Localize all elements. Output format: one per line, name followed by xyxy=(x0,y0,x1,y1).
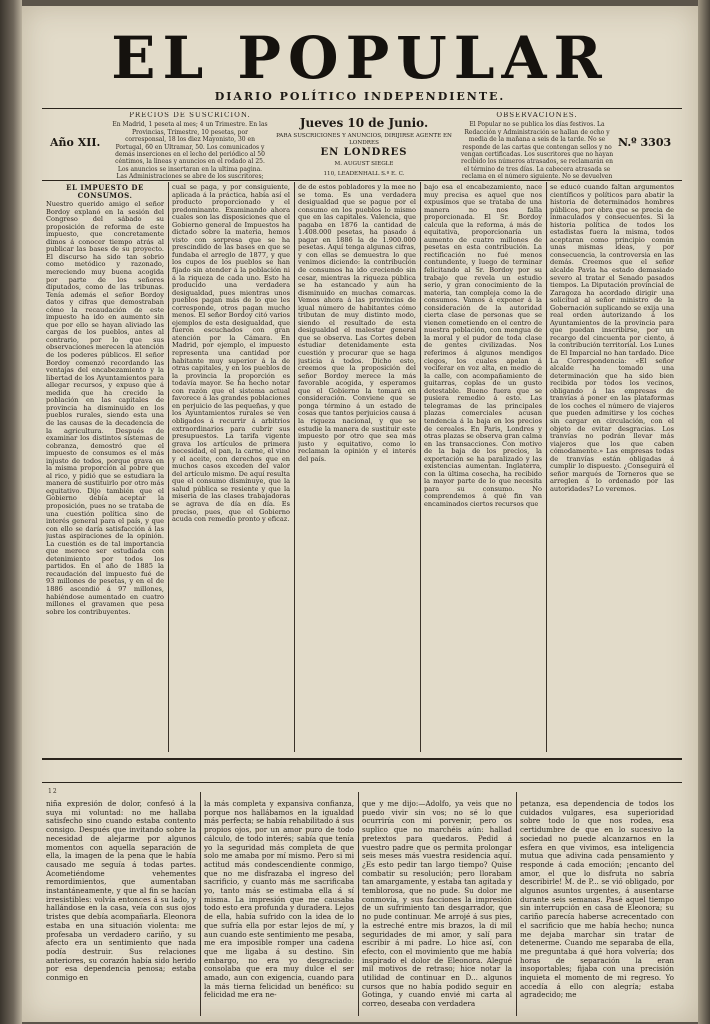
folio-number: 12 xyxy=(48,788,58,795)
column-divider xyxy=(168,182,169,752)
column-divider xyxy=(420,182,421,752)
subscription-prices-title: PRECIOS DE SUSCRICION. xyxy=(129,112,251,119)
article-heading: EL IMPUESTO DE CONSUMOS. xyxy=(66,184,144,200)
folletin-column-3: que y me dijo:—Adolfo, ya veis que no puedo vivir sin vos; no sé lo que ocurriría con mi porvenir, pero os suplico que no marchéis aún: hallad pretextos para quedaros. Pedid á vuestro padre que os permita prolongar seis meses más vuestra residencia aquí. ¿Es esto pedir tan largo tiempo? Quise combatir su resolución; pero llorabam tan amargamente, y estaba tan agitada y temblorosa, que no pude. Su dolor me conmovía, y sus facciones la impresión de un sufrimiento tan desgarrador, que no pude continuar. Me arrojé á sus pies, la estreché entre mis brazos, la di mil seguridades de mi amor, y salí para escribir á mi padre. Lo hice así, con efecto, con el movimiento que me había inspirado el dolor de Eleonora. Alegué mil motivos de retraso; hice notar la utilidad de continuar en D... algunos cursos que no había podido seguir en Gotinga, y cuando envié mi carta al correo, deseaba con verdadera xyxy=(362,800,512,1009)
article-text: bajo esa el encabezamiento, nace muy precisa es aquel que nos expusimos que se trataba de una manera no nos falla proporcionada. El Sr. Bordoy calcula que la reforma, á más de equitativa, proporcionaría un aumento de cuatro millones de pesetas en esta contribución. La rectificación no fué menos contundente, y luego de terminar felicitando al Sr. Bordoy por su trabajo que revela un estudio serio, y gran conocimiento de la materia, tan compleja como la de consumos. Vamos á exponer á la consideración de la autoridad cierta clase de personas que se vienen cometiendo en el centro de nuestra población, con mengua de la moral y el pudor de toda clase de gentes civilizadas. Nos referimos á algunos mendigos ciegos, los cuales apelan á vociferar en voz alta, en medio de la calle, con acompañamiento de guitarras, coplas de un gusto detestable. Bueno fuera que se pusiera remedio á esto. Las telegramas de las principales plazas comerciales acusan tendencia á la baja en los precios de cereales. En Paris, Londres y otras plazas se observa gran calma en las transacciones. Con motivo de la baja de los precios, la exportación se ha paralizado y las existencias aumentan. Inglaterra, con la última cosecha, ha recibido la mayor parte de lo que necesita para su consumo. No comprendemos á qué fin van encaminados ciertos recursos que xyxy=(424,184,542,508)
agent-notice: PARA SUSCRICIONES Y ANUNCIOS, DIRIJIRSE AGENTE EN LONDRES xyxy=(276,133,452,146)
observations xyxy=(460,112,614,180)
article-column-5 xyxy=(550,184,674,750)
article-column-4 xyxy=(424,184,542,750)
column-divider xyxy=(200,792,201,1016)
observations-title: OBSERVACIONES. xyxy=(496,112,578,119)
masthead-subtitle: DIARIO POLÍTICO INDEPENDIENTE. xyxy=(214,90,506,103)
article-text: de de estos pobladores y la mee no se toma. Es una verdadera desigualdad que se pague por el consumo en los pueblos lo mismo que en las capitales. Valencia, que pagaba en 1876 la cantidad de 1.408.000 pesetas, ha pasado á pagar en 1886 la de 1.900.000 pesetas. Aquí tenga algunas cifras, y con ellas se demuestra lo que venimos diciendo: la contribución de consumos ha ido creciendo sin cesar, mientras la riqueza pública se ha estancado y aun ha disminuido en muchas comarcas. Vemos ahora á las provincias de igual número de habitantes cómo tributan de muy distinto modo, siendo el resultado de esta desigualdad el malestar general que se observa. Las Cortes deben estudiar detenidamente esta cuestión y procurar que se haga justicia á todos. Dicho esto, creemos que la proposición del señor Bordoy merece la más favorable acogida, y esperamos que el Gobierno la tomará en consideración. Conviene que se ponga término á un estado de cosas que tantos perjuicios causa á la riqueza nacional, y que se estudie la manera de sustituir este impuesto por otro que sea más justo y equitativo, como lo reclaman la opinión y el interés del país. xyxy=(298,184,416,463)
column-divider xyxy=(358,792,359,1016)
observations-text: El Popular no se publica los días festivos. La Redacción y Administración se hallan de ocho y media de la mañana a seis de la tarde. No se responde de las cartas que contengan sellos y no vengan certificadas. Los suscritores que no hayan recibido los números atrasados, se reclamarán en el término de tres días. La cabecera atrasada se reclama en el número siguiente. No se devuelven xyxy=(460,121,614,180)
issue-number: N.º 3303 xyxy=(618,136,672,149)
year-label: Año XII. xyxy=(50,136,101,149)
article-column-2 xyxy=(172,184,290,750)
article-text: Nuestro querido amigo el señor Bordoy explanó en la sesión del Congreso del sábado su proposición de reforma de este impuesto, que concretamente dimos á conocer tiempo atrás al publicar las bases de su proyecto. El discurso ha sido tan sobrio como metódico y razonado, mereciendo muy buena acogida por parte de los señores diputados, como de las tribunas. Tenía además el señor Bordoy datos y cifras que demostraban cómo la recaudación de este impuesto ha ido en aumento sin que por ello se hayan aliviado las cargas de los pueblos, antes al contrario, por lo que sus observaciones merecen la atención de los poderes públicos. El señor Bordoy comenzó recordando las ventajas del encabezamiento y la libertad de los Ayuntamientos para allegar recursos, y expuso que á medida que ha crecido la población en las capitales de provincia ha disminuido en los pueblos rurales, siendo esta una de las causas de la decadencia de la agricultura. Después de examinar los distintos sistemas de cobranza, demostró que el impuesto de consumos es el más injusto de todos, porque grava en la misma proporción al pobre que al rico, y pidió que se estudiara la manera de sustituirlo por otro más equitativo. Dijo también que el Gobierno debía aceptar la proposición, pues no se trataba de una cuestión política sino de interés general para el país, y que con ello se daría satisfacción á las justas aspiraciones de la opinión. La cuestión es de tal importancia que merece ser estudiada con detenimiento por todos los partidos. En el año de 1885 la recaudación del impuesto fué de 93 millones de pesetas, y en el de 1886 ascendió á 97 millones, habiéndose aumentado en cuatro millones el gravamen que pesa sobre los contribuyentes. xyxy=(46,200,164,616)
newspaper-page xyxy=(22,6,698,1022)
header-rule-bottom xyxy=(42,180,682,181)
agent-address: 110, LEADENHALL S.º E. C. xyxy=(323,171,405,177)
subscription-prices-text: En Madrid, 1 peseta al mes; 4 un Trimestre. En las Provincias, Trimestre, 10 pesetas, por corresponsal, 18 los diez Mayonisto, 30 en Portugal, 60 en Ultramar, 50. Los comunicados y demás inserciones en el lecho del periódico al 50 céntimos, la lineas y anuncios en el rodado al 25. Los anuncios se insertaran en la ultima pagina. Las Administraciones se abre de los suscritores; xyxy=(112,121,268,180)
article-text: se educó cuando faltan argumentos científicos y políticos para abatir la historia de determinados hombres públicos, por obra que se precia de inmaculados y consecuentes. Si la historia política de todos los estadistas fuera la misma, todos aceptaran como principio común unas mismas ideas, y por consecuencia, la controversia en las demás. Creemos que el señor alcalde Pavia ha estado demasiado severo al tratar el Senado pasados tiempos. La Diputación provincial de Zaragoza ha acordado dirigir una solicitud al señor ministro de la Gobernación suplicando se exija una real orden autorizando á los Ayuntamientos de la provincia para que puedan inscribirse, por un recargo del cincuenta por ciento, á la contribución territorial. Los Lunes de El Imparcial no han tardado. Dice La Correspondencia: «El señor alcalde ha tomado una determinación que ha sido bien recibida por todos los vecinos, obligando á las empresas de tranvías á poner en las plataformas de los coches el número de viajeros que pueden admitirse y los coches sin cargar en circulación, con el objeto de evitar desgracias. Los tranvías no podrán llevar más viajeros que los que caben cómodamente.» Las empresas todas de tranvías están obligadas á cumplir lo dispuesto. ¿Conseguirá el señor marqués de Torneros que se arreglen á lo ordenado por las autoridades? Lo veremos. xyxy=(550,184,674,493)
article-column-1 xyxy=(46,184,164,750)
page-edge xyxy=(698,0,710,1024)
column-divider xyxy=(516,792,517,1016)
folletin-column-2: la más completa y expansiva confianza, porque nos hallábamos en la igualdad más perfecta; se había rehabilitado á sus propios ojos, por un amor puro de todo cálculo, de todo interés; sabía que tenía yo la seguridad más completa de que solo me amaba por mí mismo. Pero si mi actitud más condescendiente conmigo, que no me disfrazaba el ingreso del sacrificio, y cuanto más me sacrificaba yo, tanto más se estimaba ella á sí misma. La impresión que me causaba todo esto era profunda y duradera. Lejos de ella, había sufrido con la idea de lo que sufría ella por estar lejos de mí, y aun cuando este sentimiento me pesaba, me era imposible romper una cadena que me ligaba á su destino. Sin embargo, no era yo desgraciado: consolaba que era muy dulce el ser amado, aun con exigencia, cuando para la más tierna felicidad un benéfico: su felicidad me era ne- xyxy=(204,800,354,1000)
agent-city: EN LONDRES xyxy=(320,147,408,158)
date-block xyxy=(270,116,458,178)
header-rule-top xyxy=(42,108,682,109)
folletin-column-1: niña expresión de dolor, confesó á la suya mi voluntad: no me hallaba satisfecho sino cuando estaba contento consigo. Después que invitando sobre la necesidad de alejarme por algunos momentos con aquella separación de ella, la imagen de la pena que le había causado me seguía á todas partes. Acometiéndome vehementes remordimientos, que aumentaban instantáneamente, y que al fin se hacían irresistibles: volvía entonces á su lado, y hallándose en la casa, veía con sus ojos tristes que debía acompañarla. Eleonora estaba en una situación violenta: me profesaba un verdadero cariño, y su afecto era un sentimiento que nada podía destruir. Sus relaciones anteriores, su corazón había sido herido por esa dependencia penosa; estaba conmigo en xyxy=(46,800,196,983)
column-divider xyxy=(546,182,547,752)
page-binding xyxy=(0,0,22,1024)
subscription-prices xyxy=(112,112,268,180)
column-divider xyxy=(294,182,295,752)
article-text: cual se paga, y por consiguiente, aplicada á la práctica, había así el producto proporcionado y el predominante. Examinando ahora cuales son las disposiciones que el Gobierno general de Impuestos ha dictado sobre la materia, hemos visto con sorpresa que se ha prescindido de las bases en que se fundaba el arreglo de 1877, y que los cupos de los pueblos se han fijado sin atender á la población ni á la riqueza de cada uno. Esto ha producido una verdadera desigualdad, pues mientras unos pueblos pagan más de lo que les corresponde, otros pagan mucho menos. El señor Bordoy citó varios ejemplos de esta desigualdad, que fueron escuchados con gran atención por la Cámara. En Madrid, por ejemplo, el impuesto representa una cantidad por habitante muy superior á la de otras capitales, y en los pueblos de la provincia la proporción es todavía mayor. Se ha hecho notar con razón que el sistema actual favorece á las grandes poblaciones en perjuicio de las pequeñas, y que los Ayuntamientos rurales se ven obligados á recurrir á arbitrios extraordinarios para cubrir sus presupuestos. La tarifa vigente grava los artículos de primera necesidad, el pan, la carne, el vino y el aceite, con derechos que en muchos casos exceden del valor del artículo mismo. De aquí resulta que el consumo disminuye, que la salud pública se resiente y que la miseria de las clases trabajadoras se agrava de día en día. Es preciso, pues, que el Gobierno acuda con remedio pronto y eficaz. xyxy=(172,184,290,524)
article-column-3 xyxy=(298,184,416,750)
folletin-rule-thin xyxy=(42,782,682,783)
issue-date: Jueves 10 de Junio. xyxy=(299,116,429,130)
folletin-column-4: petanza, esa dependencia de todos los cuidados vulgares, esa superioridad sobre todo lo que nos rodea, esa certidumbre de que en lo sucesivo la sociedad no puede alcanzarnos en la esfera en que vivimos, esa inteligencia mutua que adivina cada pensamiento y responde á cada emoción; ¡encanto del amor, el que lo disfruta no sabría describirle! M. de P... se vió obligado, por algunos asuntos urgentes, á ausentarse durante seis semanas. Pasé aquel tiempo sin interrupción en casa de Eleonora; su cariño parecía haberse acrecentado con el sacrificio que me había hecho; nunca me dejaba marchar sin tratar de detenerme. Cuando me separaba de ella, me preguntaba á qué hora volvería; dos horas de separación la eran insoportables; fijaba con una precisión inquieta el momento de mi regreso. Yo accedía á ello con alegría; estaba agradecido; me xyxy=(520,800,674,1000)
masthead-title: EL POPULAR xyxy=(111,24,609,92)
agent-name: M. AUGUST SIEGLE xyxy=(334,161,394,167)
folletin-rule xyxy=(42,758,682,760)
